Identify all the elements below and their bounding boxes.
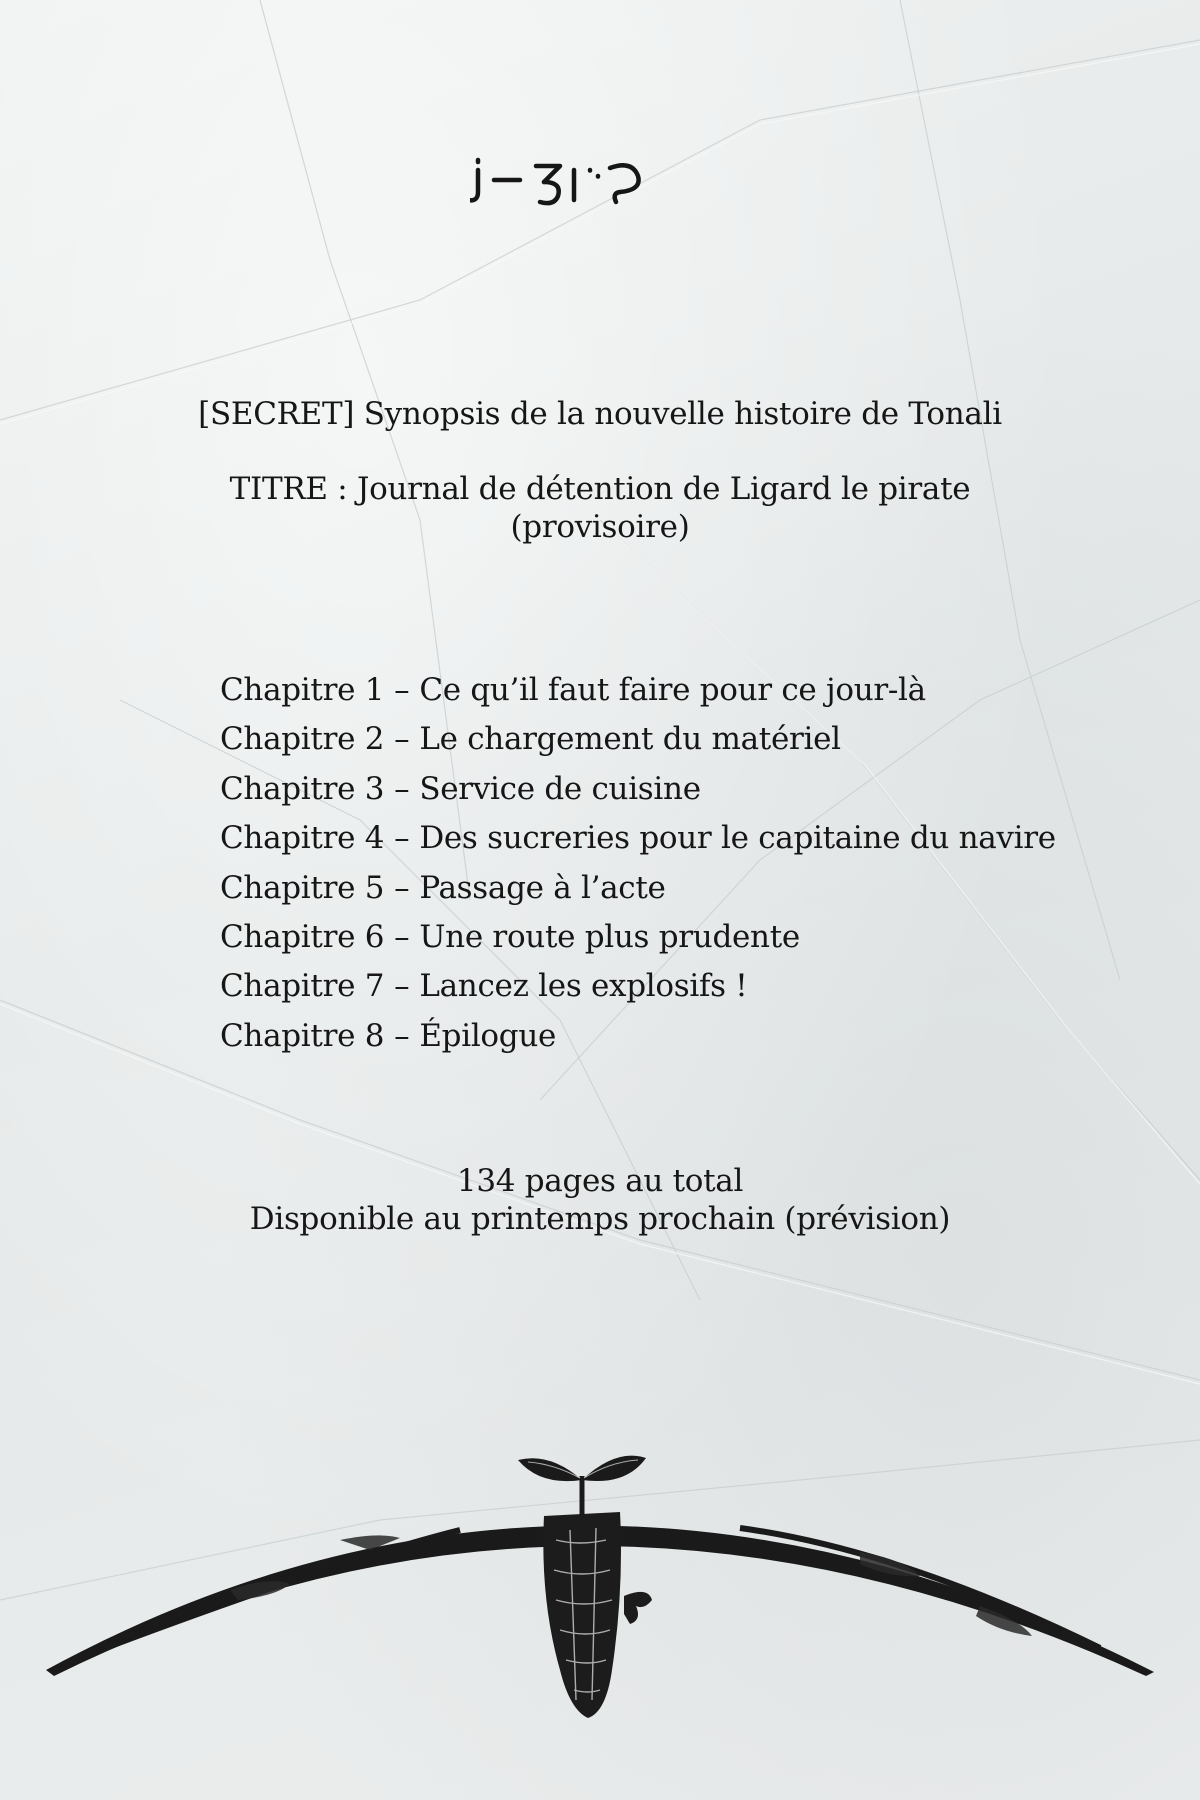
chapter-title: Épilogue bbox=[419, 1017, 557, 1054]
chapter-list bbox=[220, 666, 1120, 1061]
story-title-line: TITRE : Journal de détention de Ligard le pirate bbox=[229, 471, 971, 507]
chapter-item bbox=[220, 666, 1120, 715]
availability-note: Disponible au printemps prochain (prévision) bbox=[249, 1201, 951, 1237]
synopsis-heading: [SECRET] Synopsis de la nouvelle histoire de Tonali bbox=[198, 396, 1002, 432]
header-glyph-icon bbox=[470, 130, 710, 220]
chapter-title: Ce qu’il faut faire pour ce jour-là bbox=[419, 672, 926, 708]
chapter-item bbox=[220, 765, 1120, 814]
chapter-separator: – bbox=[394, 869, 410, 906]
chapter-title: Le chargement du matériel bbox=[419, 721, 841, 758]
chapter-label: Chapitre 4 bbox=[220, 820, 385, 857]
planet-sprout-emblem-icon bbox=[40, 1400, 1160, 1740]
chapter-item bbox=[220, 715, 1120, 764]
story-title-note: (provisoire) bbox=[510, 509, 690, 545]
chapter-label: Chapitre 7 bbox=[220, 968, 385, 1005]
chapter-label: Chapitre 2 bbox=[220, 721, 385, 758]
chapter-item bbox=[220, 1012, 1120, 1061]
chapter-label: Chapitre 5 bbox=[220, 869, 385, 906]
chapter-title: Service de cuisine bbox=[419, 770, 701, 807]
chapter-title: Des sucreries pour le capitaine du navire bbox=[419, 820, 1056, 857]
chapter-title: Passage à l’acte bbox=[419, 869, 666, 906]
chapter-separator: – bbox=[394, 968, 410, 1005]
page-count: 134 pages au total bbox=[456, 1163, 744, 1199]
chapter-separator: – bbox=[394, 919, 410, 956]
chapter-separator: – bbox=[394, 721, 410, 758]
chapter-item bbox=[220, 962, 1120, 1011]
chapter-label: Chapitre 6 bbox=[220, 919, 385, 956]
chapter-separator: – bbox=[394, 770, 410, 807]
chapter-item bbox=[220, 913, 1120, 962]
chapter-title: Une route plus prudente bbox=[419, 919, 800, 956]
chapter-label: Chapitre 8 bbox=[220, 1017, 385, 1054]
chapter-title: Lancez les explosifs ! bbox=[419, 968, 748, 1005]
chapter-separator: – bbox=[394, 672, 410, 708]
release-info bbox=[0, 1162, 1200, 1238]
chapter-separator: – bbox=[394, 820, 410, 857]
story-title bbox=[0, 470, 1200, 546]
chapter-item bbox=[220, 864, 1120, 913]
chapter-label: Chapitre 1 bbox=[220, 672, 385, 708]
chapter-label: Chapitre 3 bbox=[220, 770, 385, 807]
chapter-item bbox=[220, 814, 1120, 863]
chapter-separator: – bbox=[394, 1017, 410, 1054]
